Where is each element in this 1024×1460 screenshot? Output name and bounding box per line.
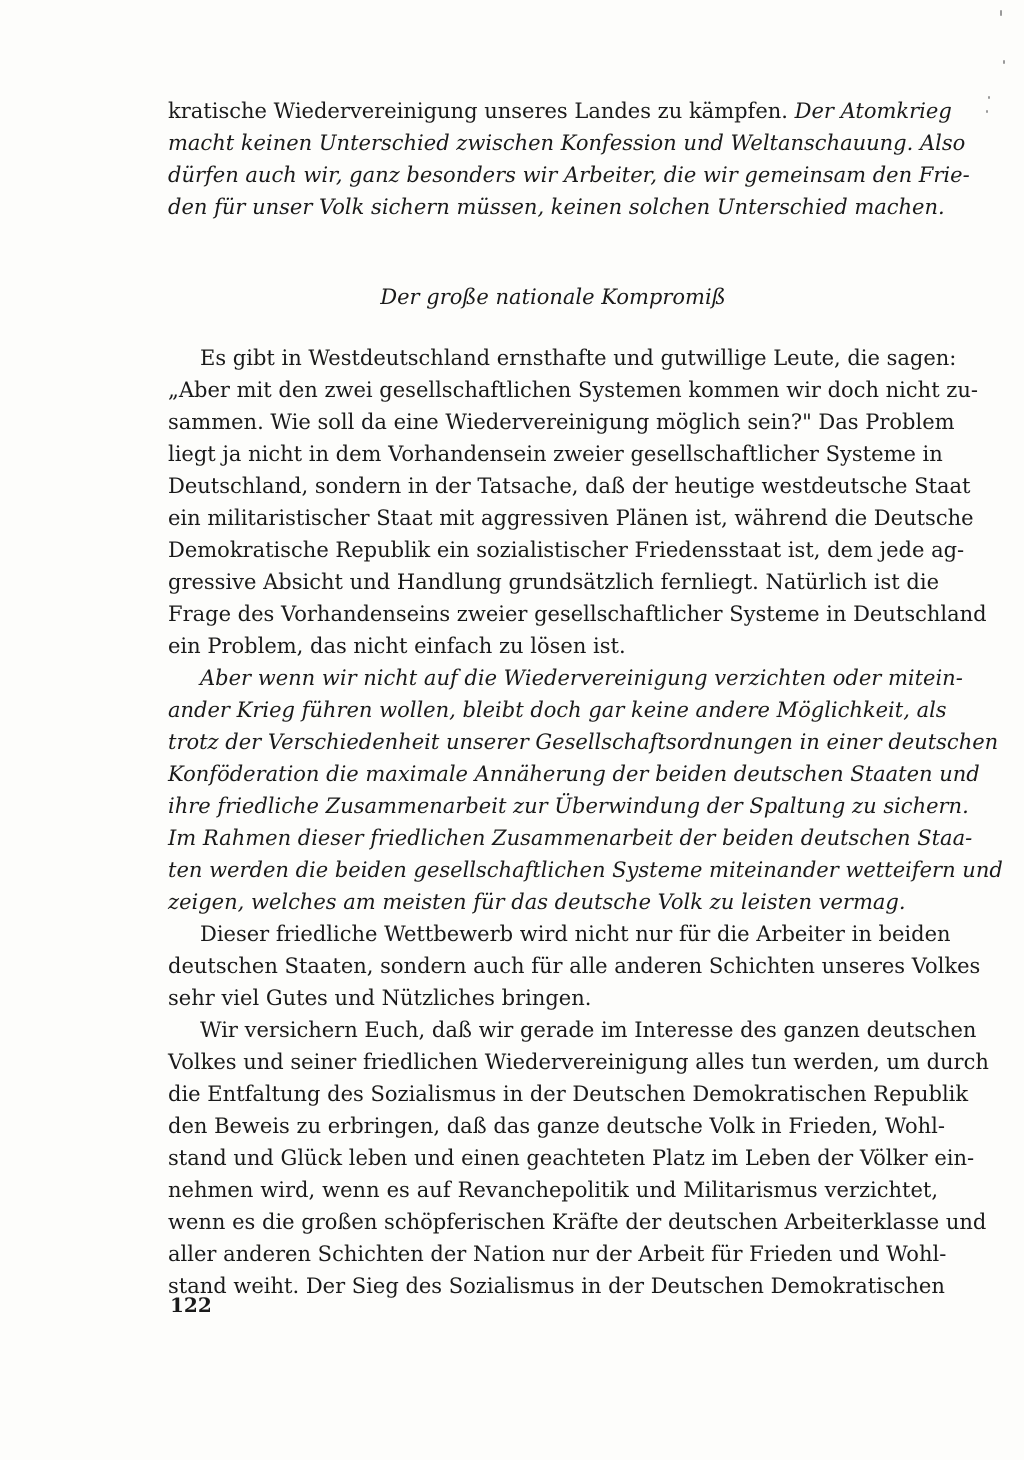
text-line: Im Rahmen dieser friedlichen Zusammenarbeit der beiden deutschen Staa- <box>168 826 973 850</box>
text-line: trotz der Verschiedenheit unserer Gesellschaftsordnungen in einer deutschen <box>168 730 999 754</box>
text-line: Volkes und seiner friedlichen Wiedervereinigung alles tun werden, um durch <box>168 1050 989 1074</box>
text-line: Deutschland, sondern in der Tatsache, daß der heutige westdeutsche Staat <box>168 474 971 498</box>
text-line: Dieser friedliche Wettbewerb wird nicht nur für die Arbeiter in beiden <box>200 922 951 946</box>
text-italic: Der Atomkrieg <box>794 99 952 123</box>
text-line: den Beweis zu erbringen, daß das ganze deutsche Volk in Frieden, Wohl- <box>168 1114 945 1138</box>
text-line: Es gibt in Westdeutschland ernsthafte und gutwillige Leute, die sagen: <box>200 346 957 370</box>
text-line: gressive Absicht und Handlung grundsätzlich fernliegt. Natürlich ist die <box>168 570 940 594</box>
scan-speck <box>988 96 990 99</box>
text-line: Demokratische Republik ein sozialistischer Friedensstaat ist, dem jede ag- <box>168 538 965 562</box>
text-roman: kratische Wiedervereinigung unseres Landes zu kämpfen. <box>168 99 795 123</box>
text-line: ten werden die beiden gesellschaftlichen Systeme miteinander wetteifern und <box>168 858 1003 882</box>
text-line: deutschen Staaten, sondern auch für alle anderen Schichten unseres Volkes <box>168 954 981 978</box>
text-line: ein militaristischer Staat mit aggressiven Plänen ist, während die Deutsche <box>168 506 974 530</box>
scan-speck <box>1000 10 1002 16</box>
text-line: die Entfaltung des Sozialismus in der Deutschen Demokratischen Republik <box>168 1082 969 1106</box>
text-line: Konföderation die maximale Annäherung der beiden deutschen Staaten und <box>168 762 980 786</box>
text-line: stand und Glück leben und einen geachteten Platz im Leben der Völker ein- <box>168 1146 975 1170</box>
text-line: wenn es die großen schöpferischen Kräfte der deutschen Arbeiterklasse und <box>168 1210 987 1234</box>
text-line: Wir versichern Euch, daß wir gerade im Interesse des ganzen deutschen <box>200 1018 977 1042</box>
text-line: macht keinen Unterschied zwischen Konfession und Weltanschauung. Also <box>168 131 966 155</box>
text-line: den für unser Volk sichern müssen, keinen solchen Unterschied machen. <box>168 195 945 219</box>
text-line: Aber wenn wir nicht auf die Wiedervereinigung verzichten oder mitein- <box>200 666 963 690</box>
text-line: ihre friedliche Zusammenarbeit zur Überwindung der Spaltung zu sichern. <box>168 794 969 818</box>
page-number: 122 <box>170 1293 212 1317</box>
section-heading: Der große nationale Kompromiß <box>380 285 726 309</box>
text-line: liegt ja nicht in dem Vorhandensein zweier gesellschaftlicher Systeme in <box>168 442 943 466</box>
text-line: dürfen auch wir, ganz besonders wir Arbeiter, die wir gemeinsam den Frie- <box>168 163 970 187</box>
text-line: zeigen, welches am meisten für das deutsche Volk zu leisten vermag. <box>168 890 906 914</box>
scan-speck <box>1003 60 1005 64</box>
text-line: aller anderen Schichten der Nation nur der Arbeit für Frieden und Wohl- <box>168 1242 947 1266</box>
text-line <box>168 95 952 127</box>
text-line: Frage des Vorhandenseins zweier gesellschaftlicher Systeme in Deutschland <box>168 602 987 626</box>
text-line: sehr viel Gutes und Nützliches bringen. <box>168 986 592 1010</box>
text-line: ander Krieg führen wollen, bleibt doch gar keine andere Möglichkeit, als <box>168 698 947 722</box>
text-line: „Aber mit den zwei gesellschaftlichen Systemen kommen wir doch nicht zu- <box>168 378 978 402</box>
text-line: nehmen wird, wenn es auf Revanchepolitik und Militarismus verzichtet, <box>168 1178 938 1202</box>
text-line: ein Problem, das nicht einfach zu lösen ist. <box>168 634 626 658</box>
text-line: sammen. Wie soll da eine Wiedervereinigung möglich sein?" Das Problem <box>168 410 955 434</box>
scan-speck <box>986 110 988 113</box>
text-line: stand weiht. Der Sieg des Sozialismus in der Deutschen Demokratischen <box>168 1274 945 1298</box>
